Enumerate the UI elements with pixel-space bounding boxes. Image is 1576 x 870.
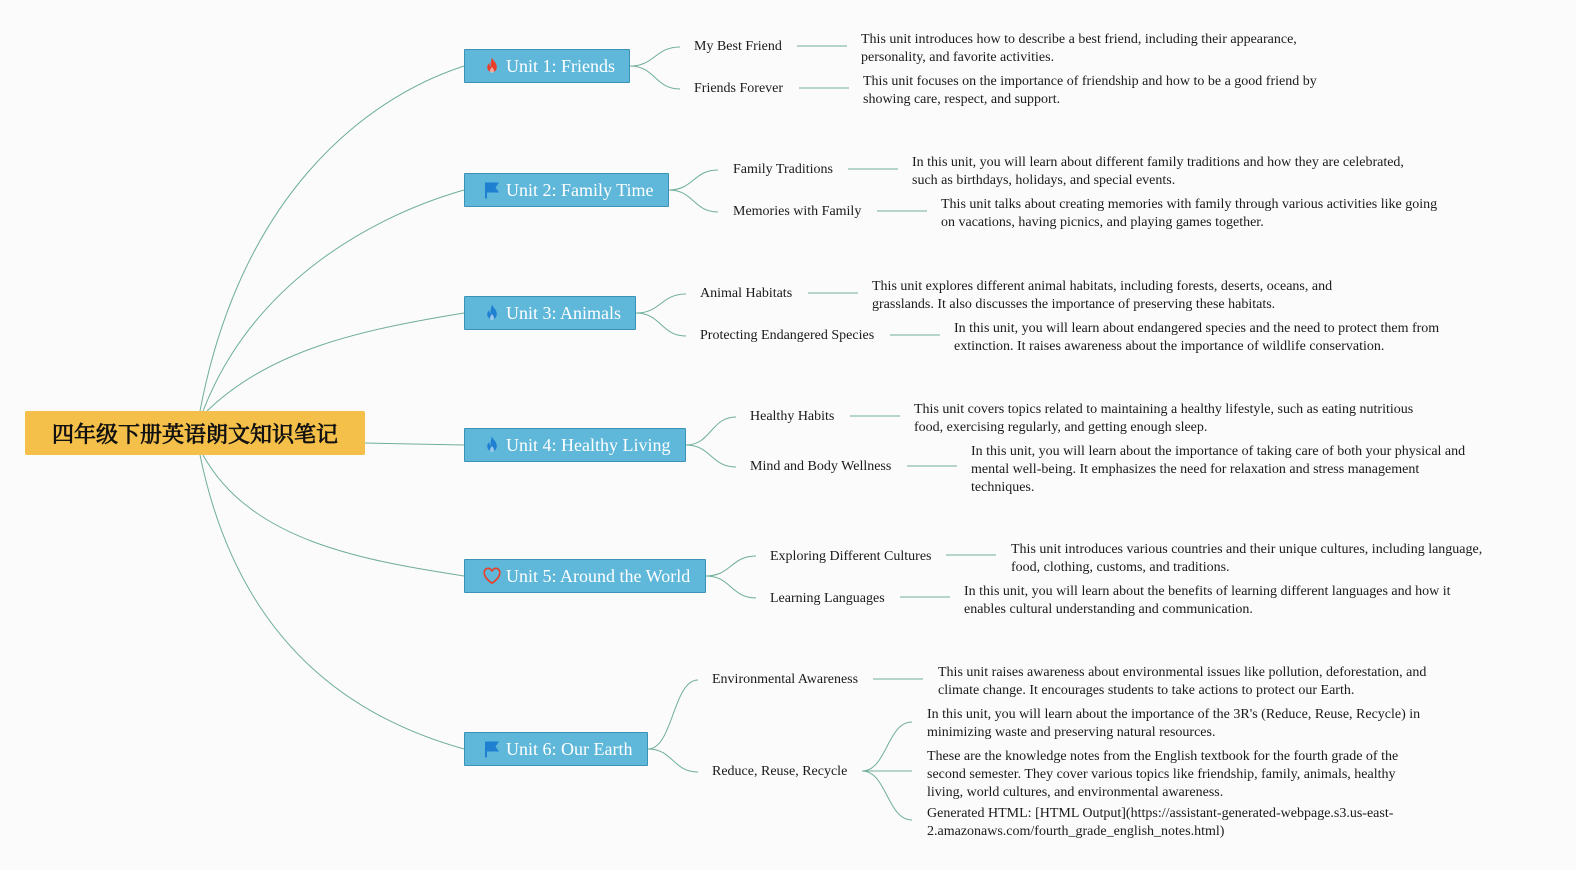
subtopic-node[interactable]: Environmental Awareness: [712, 672, 859, 687]
note-node[interactable]: This unit explores different animal habitats, including forests, deserts, oceans, and grasslands. It also discusses the importance of preserving these habitats.: [872, 279, 1333, 312]
unit-label: Unit 6: Our Earth: [506, 738, 633, 759]
note-node[interactable]: Generated HTML: [HTML Output](https://assistant-generated-webpage.s3.us-east-2.amazonaws.com/fourth_grade_english_notes.html): [927, 806, 1394, 839]
subtopic-node[interactable]: Healthy Habits: [750, 409, 835, 424]
subtopic-node[interactable]: Reduce, Reuse, Recycle: [712, 764, 848, 779]
unit-label: Unit 1: Friends: [506, 55, 616, 76]
note-node[interactable]: These are the knowledge notes from the English textbook for the fourth grade of the second semester. They cover various topics like friendship, family, animals, healthy living, world cultures, and environmental awareness.: [927, 749, 1399, 800]
unit-label: Unit 5: Around the World: [506, 565, 691, 586]
fire-icon: [482, 435, 502, 455]
unit-node-4[interactable]: [464, 428, 686, 462]
note-node[interactable]: This unit introduces various countries and their unique cultures, including language, food, clothing, customs, and traditions.: [1011, 542, 1483, 575]
subtopic-node[interactable]: Animal Habitats: [700, 286, 793, 301]
unit-node-5[interactable]: [464, 559, 706, 593]
subtopic-node[interactable]: Protecting Endangered Species: [700, 328, 875, 343]
subtopic-node[interactable]: Memories with Family: [733, 204, 862, 219]
note-node[interactable]: In this unit, you will learn about different family traditions and how they are celebrated, such as birthdays, holidays, and special events.: [912, 155, 1404, 188]
subtopic-node[interactable]: Family Traditions: [733, 162, 833, 177]
root-topic[interactable]: 四年级下册英语朗文知识笔记: [25, 411, 365, 455]
fire-icon: [482, 303, 502, 323]
unit-node-3[interactable]: [464, 296, 636, 330]
note-node[interactable]: In this unit, you will learn about endangered species and the need to protect them from extinction. It raises awareness about the importance of wildlife conservation.: [954, 321, 1440, 354]
subtopic-node[interactable]: Exploring Different Cultures: [770, 549, 932, 564]
note-node[interactable]: This unit talks about creating memories with family through various activities like going on vacations, having picnics, and playing games together.: [941, 197, 1438, 230]
subtopic-node[interactable]: Friends Forever: [694, 81, 784, 96]
unit-node-1[interactable]: [464, 49, 630, 83]
subtopic-node[interactable]: My Best Friend: [694, 39, 782, 54]
flag-icon: [482, 180, 502, 200]
note-node[interactable]: This unit introduces how to describe a best friend, including their appearance, personality, and favorite activities.: [861, 32, 1297, 65]
unit-node-2[interactable]: [464, 173, 669, 207]
flag-icon: [482, 739, 502, 759]
note-node[interactable]: This unit focuses on the importance of friendship and how to be a good friend by showing care, respect, and support.: [863, 74, 1317, 107]
unit-label: Unit 3: Animals: [506, 302, 622, 323]
subtopic-node[interactable]: Mind and Body Wellness: [750, 459, 892, 474]
heart-icon: [482, 566, 502, 586]
note-node[interactable]: This unit covers topics related to maintaining a healthy lifestyle, such as eating nutritious food, exercising regularly, and getting enough sleep.: [914, 402, 1414, 435]
unit-label: Unit 4: Healthy Living: [506, 434, 671, 455]
fire-icon: [482, 56, 502, 76]
note-node[interactable]: In this unit, you will learn about the benefits of learning different languages and how it enables cultural understanding and communication.: [964, 584, 1451, 617]
unit-label: Unit 2: Family Time: [506, 179, 654, 200]
subtopic-node[interactable]: Learning Languages: [770, 591, 885, 606]
note-node[interactable]: This unit raises awareness about environmental issues like pollution, deforestation, and climate change. It encourages students to take actions to protect our Earth.: [938, 665, 1427, 698]
unit-node-6[interactable]: [464, 732, 648, 766]
note-node[interactable]: In this unit, you will learn about the importance of the 3R's (Reduce, Reuse, Recycle) in minimizing waste and preserving natural resources.: [927, 707, 1421, 740]
note-node[interactable]: In this unit, you will learn about the importance of taking care of both your physical and mental well-being. It emphasizes the need for relaxation and stress management techniques.: [971, 444, 1466, 495]
